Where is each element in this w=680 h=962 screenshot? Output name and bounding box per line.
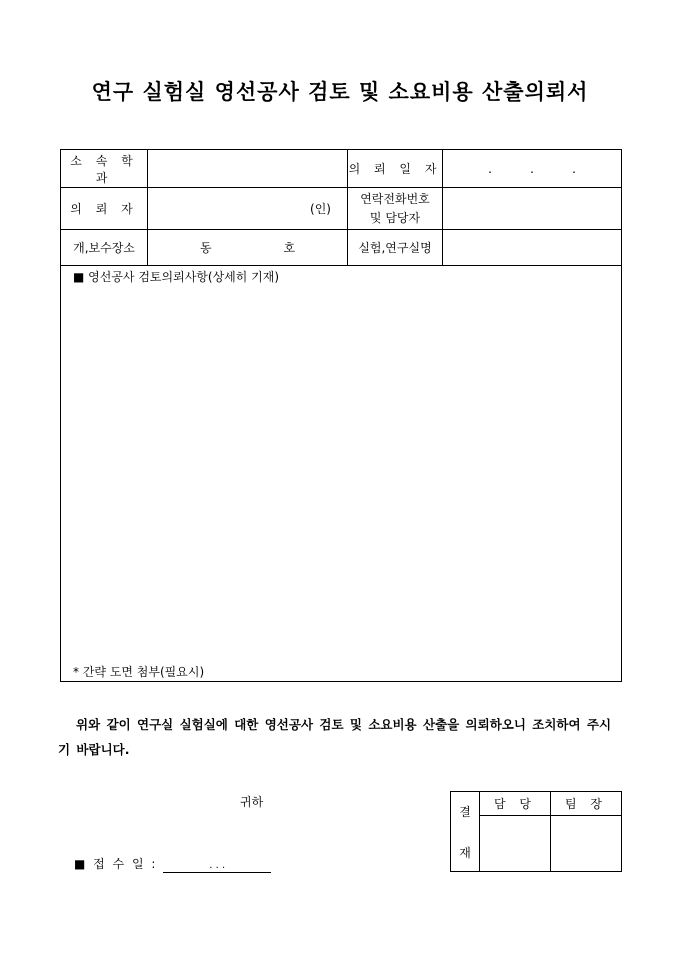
requester-field[interactable]: [148, 188, 348, 230]
approval-side-label: [451, 792, 480, 872]
request-date-field[interactable]: [443, 150, 622, 188]
approval-manager-label: 담 당: [480, 792, 551, 816]
date-dot-day: .: [572, 161, 576, 176]
approval-team-lead-label: 팀 장: [551, 792, 622, 816]
receipt-date-field[interactable]: . . .: [163, 860, 271, 873]
contact-label-line1: 연락전화번호: [360, 191, 430, 206]
contact-label: [348, 188, 443, 230]
receipt-label: ■ 접 수 일 :: [74, 857, 158, 871]
location-label: 개,보수장소: [61, 230, 148, 266]
request-date-label: 의 뢰 일 자: [348, 150, 443, 188]
approval-team-lead-sign[interactable]: [551, 816, 622, 872]
approval-manager-sign[interactable]: [480, 816, 551, 872]
lab-name-field[interactable]: [443, 230, 622, 266]
addressee: 귀하: [240, 795, 264, 809]
building-unit: 동: [199, 241, 212, 255]
contact-field[interactable]: [443, 188, 622, 230]
approval-jae: 재: [459, 846, 471, 860]
dept-field[interactable]: [148, 150, 348, 188]
request-details-area[interactable]: [61, 266, 622, 682]
date-dot-month: .: [530, 161, 534, 176]
receipt-date-row: [74, 855, 271, 873]
request-form-table: [60, 149, 622, 682]
approval-box: [450, 791, 622, 872]
request-statement: 위와 같이 연구실 실험실에 대한 영선공사 검토 및 소요비용 산출을 의뢰하오니 조치하여 주시기 바랍니다.: [58, 717, 612, 757]
requester-label: 의 뢰 자: [61, 188, 148, 230]
date-dot-year: .: [488, 161, 492, 176]
lab-name-label: 실험,연구실명: [348, 230, 443, 266]
contact-label-line2: 및 담당자: [369, 210, 421, 225]
attachment-note: * 간략 도면 첨부(필요시): [73, 665, 205, 679]
location-field[interactable]: [148, 230, 348, 266]
request-details-heading: ■ 영선공사 검토의뢰사항(상세히 기재): [73, 270, 280, 284]
seal-mark: (인): [310, 202, 331, 216]
page-title: 연구 실험실 영선공사 검토 및 소요비용 산출의뢰서: [91, 79, 589, 104]
approval-gyeol: 결: [459, 805, 471, 819]
dept-label: 소 속 학 과: [61, 150, 148, 188]
room-unit: 호: [283, 241, 296, 255]
